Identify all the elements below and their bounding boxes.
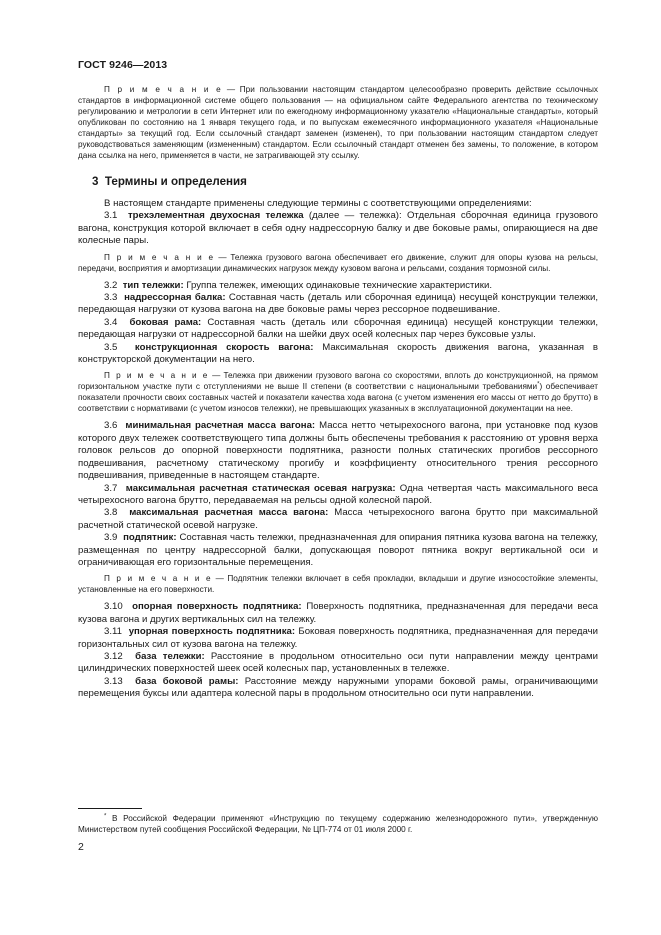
document-header: ГОСТ 9246—2013: [78, 59, 168, 71]
term-3-5: 3.5 конструкционная скорость вагона: Максимальная скорость движения вагона, указанная в конструкторской документации на него.: [78, 341, 598, 366]
section-number: 3: [92, 175, 99, 188]
term-definition: Максимальная скорость движения вагона, указанная в конструкторской документации на него.: [78, 341, 598, 366]
term-definition: Поверхность подпятника, предназначенная для передачи веса кузова вагона и других вертикальных сил на тележку.: [78, 601, 598, 625]
note-3-9: П р и м е ч а н и е — Подпятник тележки включает в себя прокладки, вкладыши и другие износостойкие элементы, установленные на его поверхности.: [78, 574, 599, 595]
term-name: тип тележки:: [122, 279, 184, 291]
term-3-1: 3.1 трехэлементная двухосная тележка (далее — тележка): Отдельная сборочная единица грузового вагона, конструкция которой включает в себя одну надрессорную балку и две боковые рамы, опирающиеся на две колесные пары.: [78, 210, 598, 247]
note-text: — При пользовании настоящим стандартом целесообразно проверить действие ссылочных стандартов в информационной системе общего пользования — на официальном сайте Федерального агентства по техническому регулированию и метрологии в сети Интернет или по ежегодному информационному указателю «Национальные стандарты», который опубликован по состоянию на 1 января текущего года, и по выпускам ежемесячного информационного указателя «Национальные стандарты» за текущий год. Если ссылочный стандарт заменен (изменен), то при пользовании настоящим стандартом следует руководствоваться заменяющим (измененным) стандартом. Если ссылочный стандарт отменен без замены, то положение, в котором дана ссылка на него, применяется в части, не затрагивающей эту ссылку.: [78, 85, 598, 160]
term-name: конструкционная скорость вагона:: [134, 341, 314, 353]
term-definition: Боковая поверхность подпятника, предназначенная для передачи горизонтальных сил от кузова вагона на тележку.: [78, 626, 599, 650]
note-label: П р и м е ч а н и е: [104, 85, 223, 94]
term-name: упорная поверхность подпятника:: [128, 626, 296, 638]
term-3-12: 3.12 база тележки: Расстояние в продольном относительно оси пути направлении между центрами цилиндрических поверхностей шеек осей колесных пар, установленных в тележке.: [78, 650, 598, 675]
term-name: база боковой рамы:: [135, 675, 239, 687]
term-3-8: 3.8 максимальная расчетная масса вагона: Масса четырехосного вагона брутто при максимальной расчетной статической осевой нагрузке.: [78, 507, 598, 531]
term-name: подпятник:: [123, 532, 177, 544]
term-name: трехэлементная двухосная тележка: [127, 210, 304, 222]
term-3-3: 3.3 надрессорная балка: Составная часть (деталь или сборочная единица) несущей конструкции тележки, передающая нагрузки от кузова вагона на две боковые рамы через рессорное подвешивание.: [78, 292, 598, 316]
term-3-4: 3.4 боковая рама: Составная часть (деталь или сборочная единица) несущей конструкции тележки, передающая нагрузки от надрессорной балки на шейки двух осей колесных пар через буксовые узлы.: [78, 316, 598, 341]
footnote-mark: *: [537, 381, 540, 388]
footnote-text: В Российской Федерации применяют «Инструкцию по текущему содержанию железнодорожного пути», утвержденную Министерством путей сообщения Российской Федерации, № ЦП-774 от 01 июля 2000 г.: [78, 814, 598, 834]
term-name: надрессорная балка:: [124, 292, 226, 304]
term-definition: Группа тележек, имеющих одинаковые технические характеристики.: [183, 279, 492, 291]
term-name: база тележки:: [135, 650, 205, 662]
term-name: боковая рама:: [129, 316, 202, 328]
term-3-10: 3.10 опорная поверхность подпятника: Поверхность подпятника, предназначенная для передачи веса кузова вагона и других вертикальных сил на тележку.: [78, 601, 598, 625]
footnote: [78, 813, 598, 835]
footnote-divider: [78, 808, 142, 809]
term-definition: Составная часть (деталь или сборочная единица) несущей конструкции тележки, передающая нагрузки от надрессорной балки на шейки двух осей колесных пар через буксовые узлы.: [78, 316, 598, 341]
section-lead: В настоящем стандарте применены следующие термины с соответствующими определениями:: [104, 198, 532, 209]
term-3-9: 3.9 подпятник: Составная часть тележки, предназначенная для опирания пятника кузова вагона на тележку, размещенная по центру надрессорной балки, допускающая поворот пятника вокруг вертикальной оси и ограничивающая его горизонтальные перемещения.: [78, 532, 598, 568]
term-name: минимальная расчетная масса вагона:: [125, 420, 316, 432]
term-definition: Составная часть (деталь или сборочная единица) несущей конструкции тележки, передающая нагрузки от кузова вагона на две боковые рамы через рессорное подвешивание.: [78, 292, 598, 316]
note-3-1: П р и м е ч а н и е — Тележка грузового вагона обеспечивает его движение, служит для опоры кузова на рельсы, передачи, восприятия и амортизации динамических нагрузок между кузовом вагона и рельсами, создания тормозной силы.: [78, 252, 599, 273]
term-name: опорная поверхность подпятника:: [132, 601, 302, 613]
term-definition: Расстояние между наружными упорами боковой рамы, ограничивающими перемещения буксы или адаптера колесной пары в продольном относительно оси пути направлении.: [78, 675, 599, 700]
term-definition: Одна четвертая часть максимального веса четырехосного вагона брутто, передаваемая на рельсы одной колесной парой.: [78, 482, 598, 506]
term-name: максимальная расчетная статическая осевая нагрузка:: [125, 482, 396, 494]
term-3-7: 3.7 максимальная расчетная статическая осевая нагрузка: Одна четвертая часть максимального веса четырехосного вагона брутто, передаваемая на рельсы одной колесной парой.: [78, 482, 598, 506]
term-3-2: 3.2 тип тележки: Группа тележек, имеющих одинаковые технические характеристики.: [104, 279, 492, 291]
term-definition: (далее — тележка): Отдельная сборочная единица грузового вагона, конструкция которой включает в себя одну надрессорную балку и две боковые рамы, опирающиеся на две колесные пары.: [78, 210, 598, 247]
term-3-13: 3.13 база боковой рамы: Расстояние между наружными упорами боковой рамы, ограничивающими перемещения буксы или адаптера колесной пары в продольном относительно оси пути направлении.: [78, 675, 599, 700]
term-definition: Масса нетто четырехосного вагона, при установке под кузов которого двух тележек соответствующего типа должны быть обеспечены требования к расстоянию от уровня верха головок рельсов до опорной поверхности подпятника, разности полных статических прогибов рессорного подвешивания, расчетному статическому прогибу и коэффициенту относительного трения рессорного подвешивания, приведенные в настоящем стандарте.: [78, 420, 598, 482]
term-3-11: 3.11 упорная поверхность подпятника: Боковая поверхность подпятника, предназначенная для передачи горизонтальных сил от кузова вагона на тележку.: [78, 626, 599, 650]
note-3-5: П р и м е ч а н и е — Тележка при движении грузового вагона со скоростями, вплоть до конструкционной, на прямом горизонтальном участке пути с отступлениями не выше II степени (в соответствии с национальными требованиями*) обеспечивает показатели прочности своих составных частей и показатели качества хода вагона (с учетом изменения его массы от нетто до брутто) в соответствии с нормативами (с учетом износов тележки), не превышающих указанных в эксплуатационной документации на нее.: [78, 371, 599, 414]
term-definition: Масса четырехосного вагона брутто при максимальной расчетной статической осевой нагрузке.: [78, 507, 598, 531]
intro-note: [78, 84, 598, 161]
footnote-mark: *: [104, 813, 107, 820]
section-title: Термины и определения: [104, 175, 247, 188]
term-3-6: 3.6 минимальная расчетная масса вагона: Масса нетто четырехосного вагона, при установке под кузов которого двух тележек соответствующего типа должны быть обеспечены требования к расстоянию от уровня верха головок рельсов до опорной поверхности подпятника, разности полных статических прогибов рессорного подвешивания, расчетному статическому прогибу и коэффициенту относительного трения рессорного подвешивания, приведенные в настоящем стандарте.: [78, 420, 598, 482]
section-heading: [78, 175, 598, 188]
term-definition: Составная часть тележки, предназначенная для опирания пятника кузова вагона на тележку, размещенная по центру надрессорной балки, допускающая поворот пятника вокруг вертикальной оси и ограничивающая его горизонтальные перемещения.: [78, 532, 598, 568]
term-name: максимальная расчетная масса вагона:: [129, 507, 329, 519]
page-number: 2: [78, 841, 84, 853]
term-definition: Расстояние в продольном относительно оси пути направлении между центрами цилиндрических поверхностей шеек осей колесных пар, установленных в тележке.: [78, 650, 598, 675]
page-content: [78, 84, 598, 701]
